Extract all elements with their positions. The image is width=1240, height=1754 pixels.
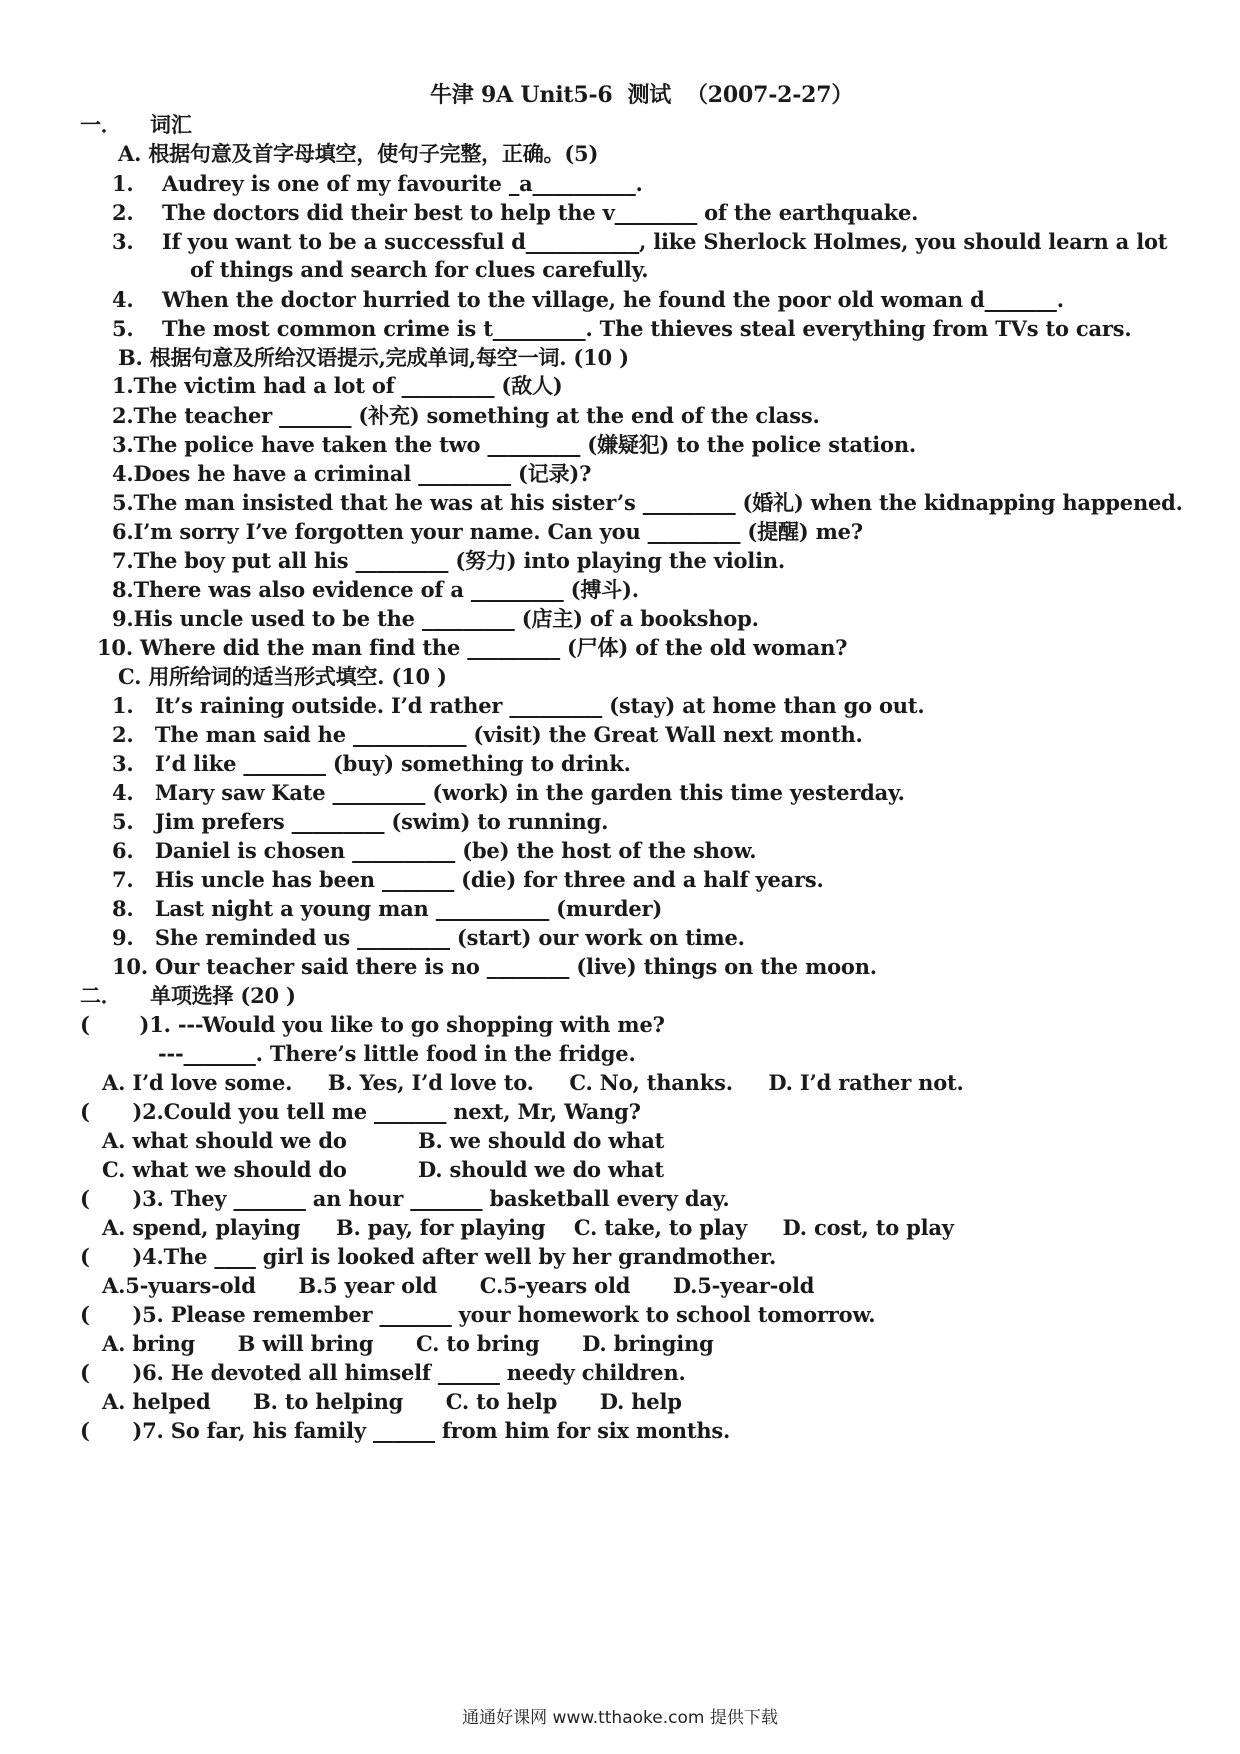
part-a-item: 4. When the doctor hurried to the village, he found the poor old woman d_______. bbox=[112, 287, 1064, 312]
question-line: ( )1. ---Would you like to go shopping with me? bbox=[80, 1012, 665, 1037]
part-b-item: 1.The victim had a lot of _________ (敌人) bbox=[112, 373, 563, 398]
section-1-heading: 一． 词汇 bbox=[80, 112, 192, 137]
question-line: ( )5. Please remember _______ your homework to school tomorrow. bbox=[80, 1302, 876, 1327]
part-b-item: 2.The teacher _______ (补充) something at the end of the class. bbox=[112, 403, 820, 428]
answer-option: B. we should do what bbox=[418, 1128, 665, 1153]
question-line: ( )3. They _______ an hour _______ basketball every day. bbox=[80, 1186, 730, 1211]
part-c-item: 2. The man said he ___________ (visit) the Great Wall next month. bbox=[112, 722, 863, 747]
part-b-item: 4.Does he have a criminal _________ (记录)? bbox=[112, 461, 592, 486]
part-b-item: 6.I’m sorry I’ve forgotten your name. Can you _________ (提醒) me? bbox=[112, 519, 863, 544]
question-line: ( )2.Could you tell me _______ next, Mr, Wang? bbox=[80, 1099, 641, 1124]
part-b-item: 9.His uncle used to be the _________ (店主) of a bookshop. bbox=[112, 606, 759, 631]
part-b-item: 7.The boy put all his _________ (努力) into playing the violin. bbox=[112, 548, 786, 573]
part-a-heading: A. 根据句意及首字母填空，使句子完整，正确。(5) bbox=[118, 141, 599, 166]
part-c-item: 10. Our teacher said there is no ________ (live) things on the moon. bbox=[112, 954, 877, 979]
answer-options: A. spend, playing B. pay, for playing C. take, to play D. cost, to play bbox=[102, 1215, 954, 1240]
answer-option: A. what should we do bbox=[102, 1128, 347, 1153]
part-c-item: 5. Jim prefers _________ (swim) to running. bbox=[112, 809, 609, 834]
question-line: ( )7. So far, his family ______ from him for six months. bbox=[80, 1418, 731, 1443]
answer-option: C. what we should do bbox=[102, 1157, 347, 1182]
part-a-item: 2. The doctors did their best to help the v________ of the earthquake. bbox=[112, 200, 919, 225]
answer-options: A.5-yuars-old B.5 year old C.5-years old D.5-year-old bbox=[102, 1273, 815, 1298]
part-c-item: 3. I’d like ________ (buy) something to drink. bbox=[112, 751, 631, 776]
part-b-heading: B. 根据句意及所给汉语提示,完成单词,每空一词. (10 ) bbox=[118, 345, 629, 370]
part-c-item: 1. It’s raining outside. I’d rather _________ (stay) at home than go out. bbox=[112, 693, 925, 718]
part-a-item: 5. The most common crime is t_________. The thieves steal everything from TVs to cars. bbox=[112, 316, 1132, 341]
part-c-item: 4. Mary saw Kate _________ (work) in the garden this time yesterday. bbox=[112, 780, 905, 805]
part-a-item: 1. Audrey is one of my favourite _a__________. bbox=[112, 171, 643, 196]
page-title: 牛津 9A Unit5-6 测试 （2007-2-27） bbox=[430, 82, 854, 108]
answer-options: A. I’d love some. B. Yes, I’d love to. C. No, thanks. D. I’d rather not. bbox=[102, 1070, 964, 1095]
part-b-item: 8.There was also evidence of a _________ (搏斗). bbox=[112, 577, 639, 602]
part-c-item: 9. She reminded us _________ (start) our work on time. bbox=[112, 925, 745, 950]
part-b-item: 3.The police have taken the two _________ (嫌疑犯) to the police station. bbox=[112, 432, 917, 457]
question-response-line: ---_______. There’s little food in the fridge. bbox=[158, 1041, 636, 1066]
answer-option: D. should we do what bbox=[418, 1157, 664, 1182]
section-2-heading: 二． 单项选择 (20 ) bbox=[80, 983, 296, 1008]
part-b-item: 5.The man insisted that he was at his sister’s _________ (婚礼) when the kidnapping happened. bbox=[112, 490, 1183, 515]
part-b-item: 10. Where did the man find the _________ (尸体) of the old woman? bbox=[97, 635, 848, 660]
part-c-heading: C. 用所给词的适当形式填空. (10 ) bbox=[118, 664, 447, 689]
question-line: ( )6. He devoted all himself ______ needy children. bbox=[80, 1360, 686, 1385]
question-line: ( )4.The ____ girl is looked after well by her grandmother. bbox=[80, 1244, 777, 1269]
answer-options: A. bring B will bring C. to bring D. bringing bbox=[102, 1331, 714, 1356]
part-c-item: 7. His uncle has been _______ (die) for three and a half years. bbox=[112, 867, 824, 892]
part-a-item-continuation: of things and search for clues carefully. bbox=[190, 257, 649, 282]
page-footer: 通通好课网 www.tthaoke.com 提供下载 bbox=[462, 1708, 778, 1728]
part-c-item: 8. Last night a young man ___________ (murder) bbox=[112, 896, 663, 921]
answer-options: A. helped B. to helping C. to help D. help bbox=[102, 1389, 682, 1414]
part-c-item: 6. Daniel is chosen __________ (be) the host of the show. bbox=[112, 838, 757, 863]
part-a-item: 3. If you want to be a successful d___________, like Sherlock Holmes, you should learn a lot bbox=[112, 229, 1168, 254]
